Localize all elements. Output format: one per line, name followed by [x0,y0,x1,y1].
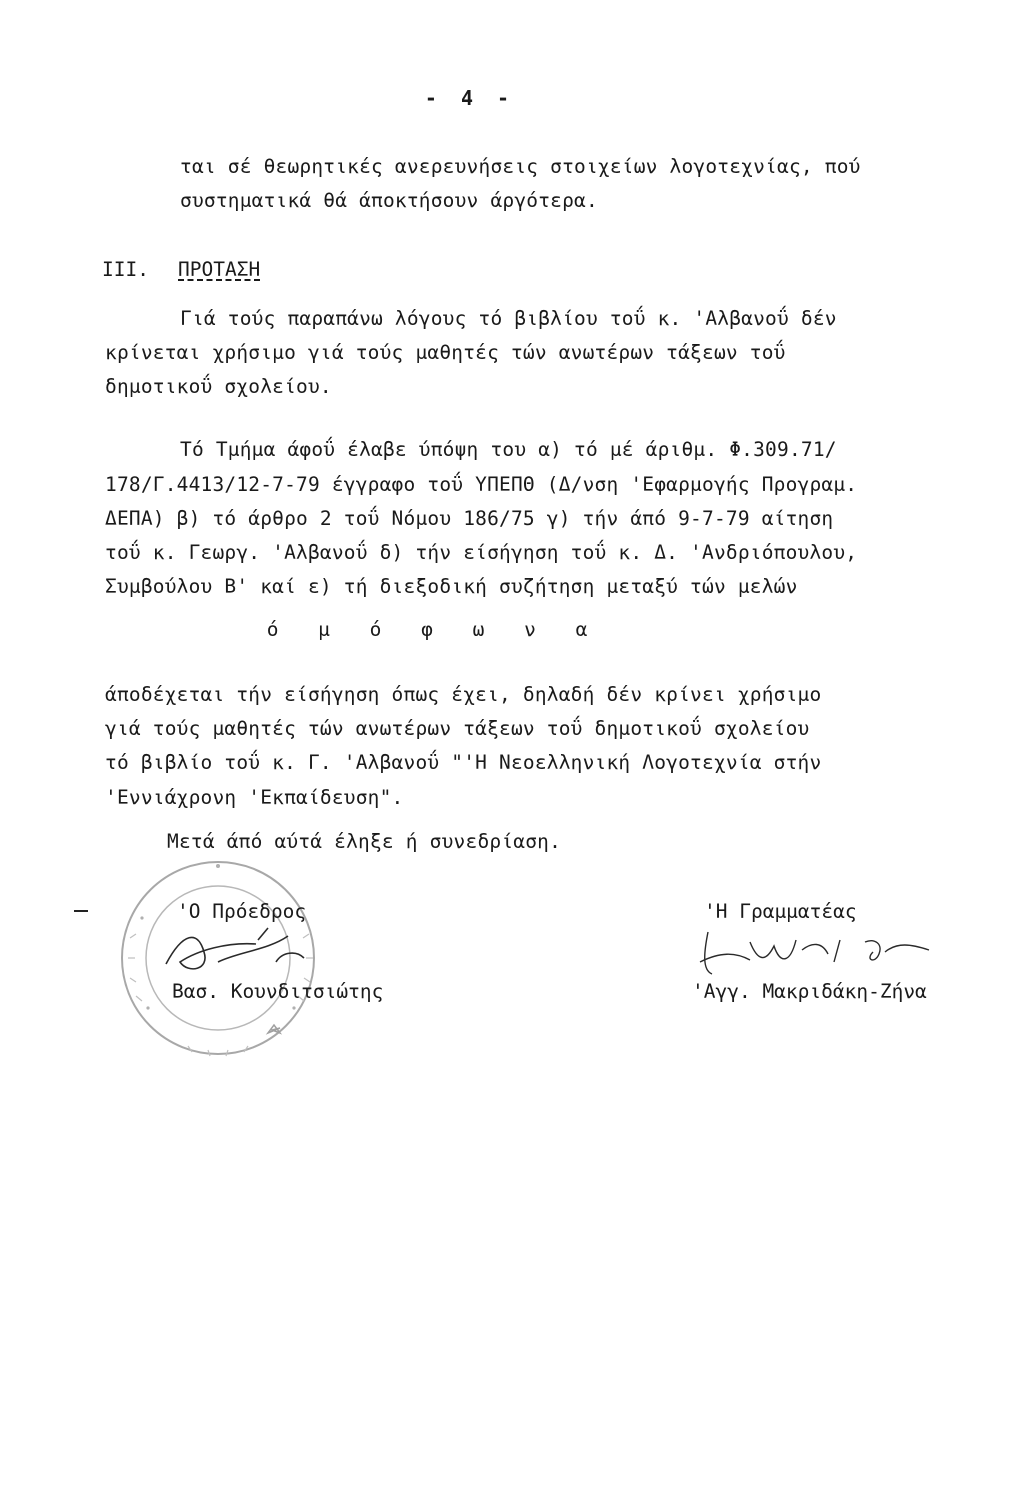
paragraph-3-line-4: τοΰ κ. Γεωργ. 'Αλβανοΰ δ) τήν είσήγηση τοΰ κ. Δ. 'Ανδριόπουλου, [105,541,858,564]
section-number: III. [102,258,149,281]
paragraph-4-line-2: γιά τούς μαθητές τών ανωτέρων τάξεων τοΰ δημοτικοΰ σχολείου [105,717,810,740]
paragraph-4-line-4: 'Εννιάχρονη 'Εκπαίδευση". [105,786,404,809]
paragraph-3-line-3: ΔΕΠΑ) β) τό άρθρο 2 τοΰ Νόμου 186/75 γ) τήν άπό 9-7-79 αίτηση [105,507,834,530]
page-number: - 4 - [424,86,516,110]
paragraph-1-line-2: συστηματικά θά άποκτήσουν άργότερα. [180,189,598,212]
paragraph-4-line-1: άποδέχεται τήν είσήγηση όπως έχει, δηλαδή δέν κρίνει χρήσιμο [105,683,822,706]
paragraph-3-line-2: 178/Γ.4413/12-7-79 έγγραφο τοΰ ΥΠΕΠΘ (Δ/νση 'Εφαρμογής Προγραμ. [105,473,858,496]
paragraph-3-line-1: Τό Τμήμα άφοΰ έλαβε ύπόψη του α) τό μέ άριθμ. Φ.309.71/ [180,438,837,461]
paragraph-3-line-5: Συμβούλου Β' καί ε) τή διεξοδική συζήτηση μεταξύ τών μελών [105,575,798,598]
unanimous-heading: ό μ ό φ ω ν α [266,618,602,641]
president-label: 'Ο Πρόεδρος [177,900,307,923]
president-name: Βασ. Κουνδιτσιώτης [172,980,384,1003]
paragraph-2-line-2: κρίνεται χρήσιμο γιά τούς μαθητές τών ανωτέρων τάξεων τοΰ [105,341,786,364]
secretary-name: 'Αγγ. Μακριδάκη-Ζήνα [692,980,927,1003]
paragraph-2-line-1: Γιά τούς παραπάνω λόγους τό βιβλίου τοΰ κ. 'Αλβανοΰ δέν [180,307,837,330]
section-title: ΠΡΟΤΑΣΗ [178,258,261,281]
paragraph-2-line-3: δημοτικοΰ σχολείου. [105,375,332,398]
secretary-label: 'Η Γραμματέας [704,900,857,923]
closing-sentence: Μετά άπό αύτά έληξε ή συνεδρίαση. [167,830,562,853]
president-signature [158,922,318,982]
secretary-signature [690,922,940,982]
section-heading [102,258,260,281]
paragraph-1-line-1: ται σέ θεωρητικές ανερευνήσεις στοιχείων λογοτεχνίας, πού [180,155,861,178]
margin-mark [74,910,88,912]
paragraph-4-line-3: τό βιβλίο τοΰ κ. Γ. 'Αλβανοΰ "'Η Νεοελληνική Λογοτεχνία στήν [105,751,822,774]
